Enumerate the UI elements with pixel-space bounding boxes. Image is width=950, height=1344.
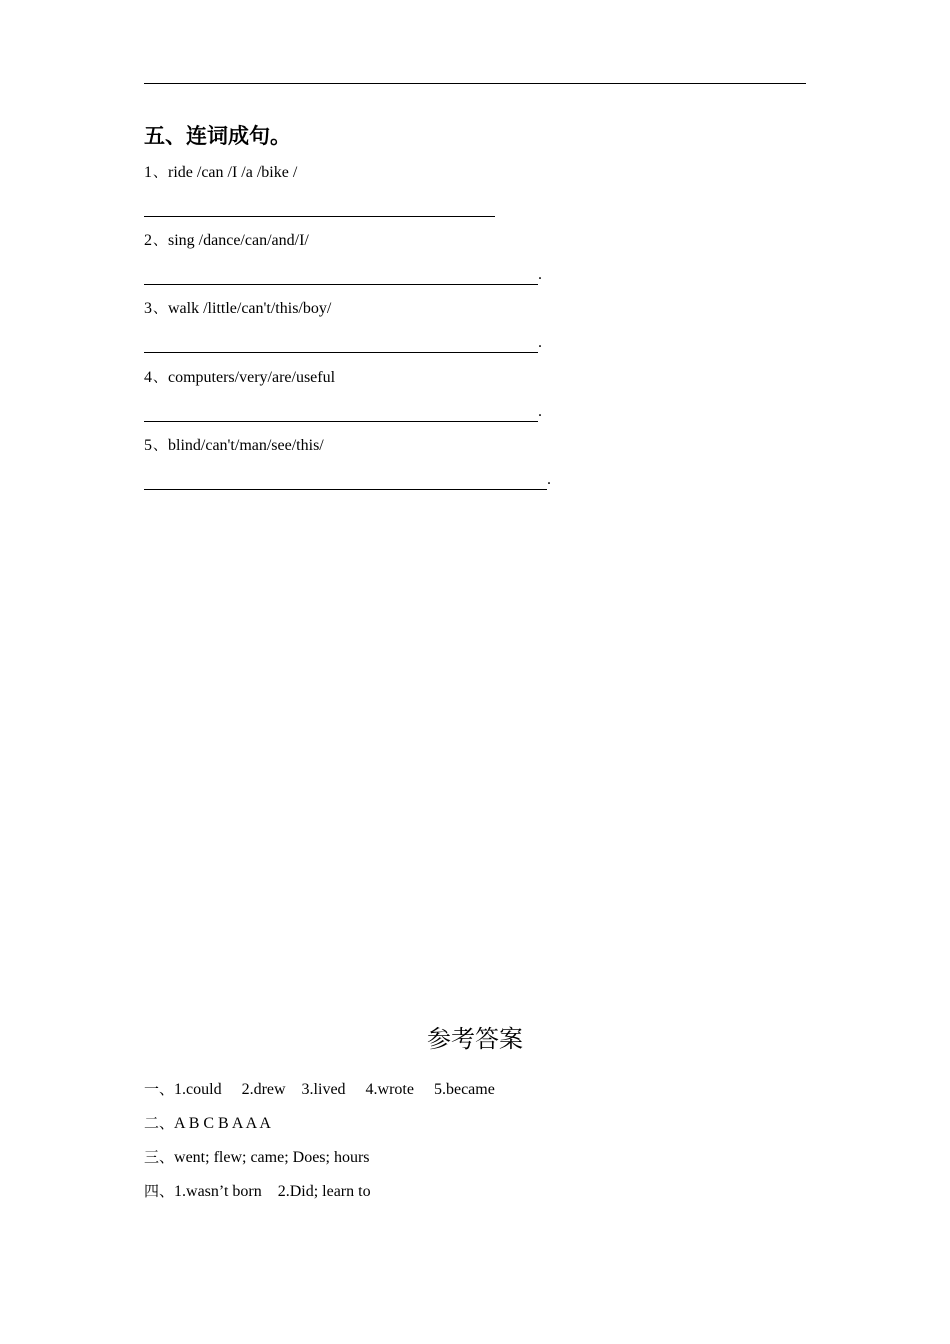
question-number: 5 <box>144 437 152 454</box>
answer-text: A B C B A A A <box>174 1115 271 1132</box>
question-number: 3 <box>144 300 152 317</box>
answer-line-1 <box>144 1079 495 1100</box>
blank-line <box>144 406 538 422</box>
question-separator: 、 <box>153 233 167 249</box>
question-words: ride /can /I /a /bike / <box>168 164 298 181</box>
answer-blank-1[interactable] <box>144 197 495 217</box>
answer-blank-2[interactable] <box>144 265 542 285</box>
answer-text: 1.wasn’t born 2.Did; learn to <box>174 1183 371 1200</box>
question-separator: 、 <box>153 370 167 386</box>
blank-end-mark: . <box>538 266 542 283</box>
question-number: 2 <box>144 232 152 249</box>
blank-end-mark: . <box>547 471 551 488</box>
answer-blank-5[interactable] <box>144 470 551 490</box>
answer-blank-4[interactable] <box>144 402 542 422</box>
answer-prefix: 二、 <box>144 1114 175 1132</box>
question-separator: 、 <box>153 301 167 317</box>
blank-line <box>144 337 538 353</box>
answer-prefix: 三、 <box>144 1148 175 1166</box>
question-number: 1 <box>144 164 152 181</box>
answer-line-3 <box>144 1147 370 1168</box>
question-words: computers/very/are/useful <box>168 369 336 386</box>
question-number: 4 <box>144 369 152 386</box>
answer-line-2 <box>144 1113 271 1134</box>
question-words: walk /little/can't/this/boy/ <box>168 300 332 317</box>
answer-prefix: 四、 <box>144 1182 175 1200</box>
question-2 <box>144 231 309 251</box>
blank-end-mark: . <box>538 403 542 420</box>
question-1 <box>144 163 297 183</box>
answer-text: went; flew; came; Does; hours <box>174 1149 370 1166</box>
question-5 <box>144 436 324 456</box>
answer-prefix: 一、 <box>144 1080 175 1098</box>
answer-blank-3[interactable] <box>144 333 542 353</box>
question-4 <box>144 368 335 388</box>
question-separator: 、 <box>153 438 167 454</box>
blank-end-mark: . <box>538 334 542 351</box>
question-3 <box>144 299 331 319</box>
question-words: sing /dance/can/and/I/ <box>168 232 309 249</box>
header-rule <box>144 83 806 84</box>
section-heading: 五、连词成句。 <box>144 124 291 148</box>
blank-line <box>144 201 495 217</box>
blank-line <box>144 474 547 490</box>
answer-key-title: 参考答案 <box>427 1025 523 1053</box>
question-separator: 、 <box>153 165 167 181</box>
answer-line-4 <box>144 1181 371 1202</box>
question-words: blind/can't/man/see/this/ <box>168 437 324 454</box>
answer-text: 1.could 2.drew 3.lived 4.wrote 5.became <box>174 1081 495 1098</box>
blank-line <box>144 269 538 285</box>
